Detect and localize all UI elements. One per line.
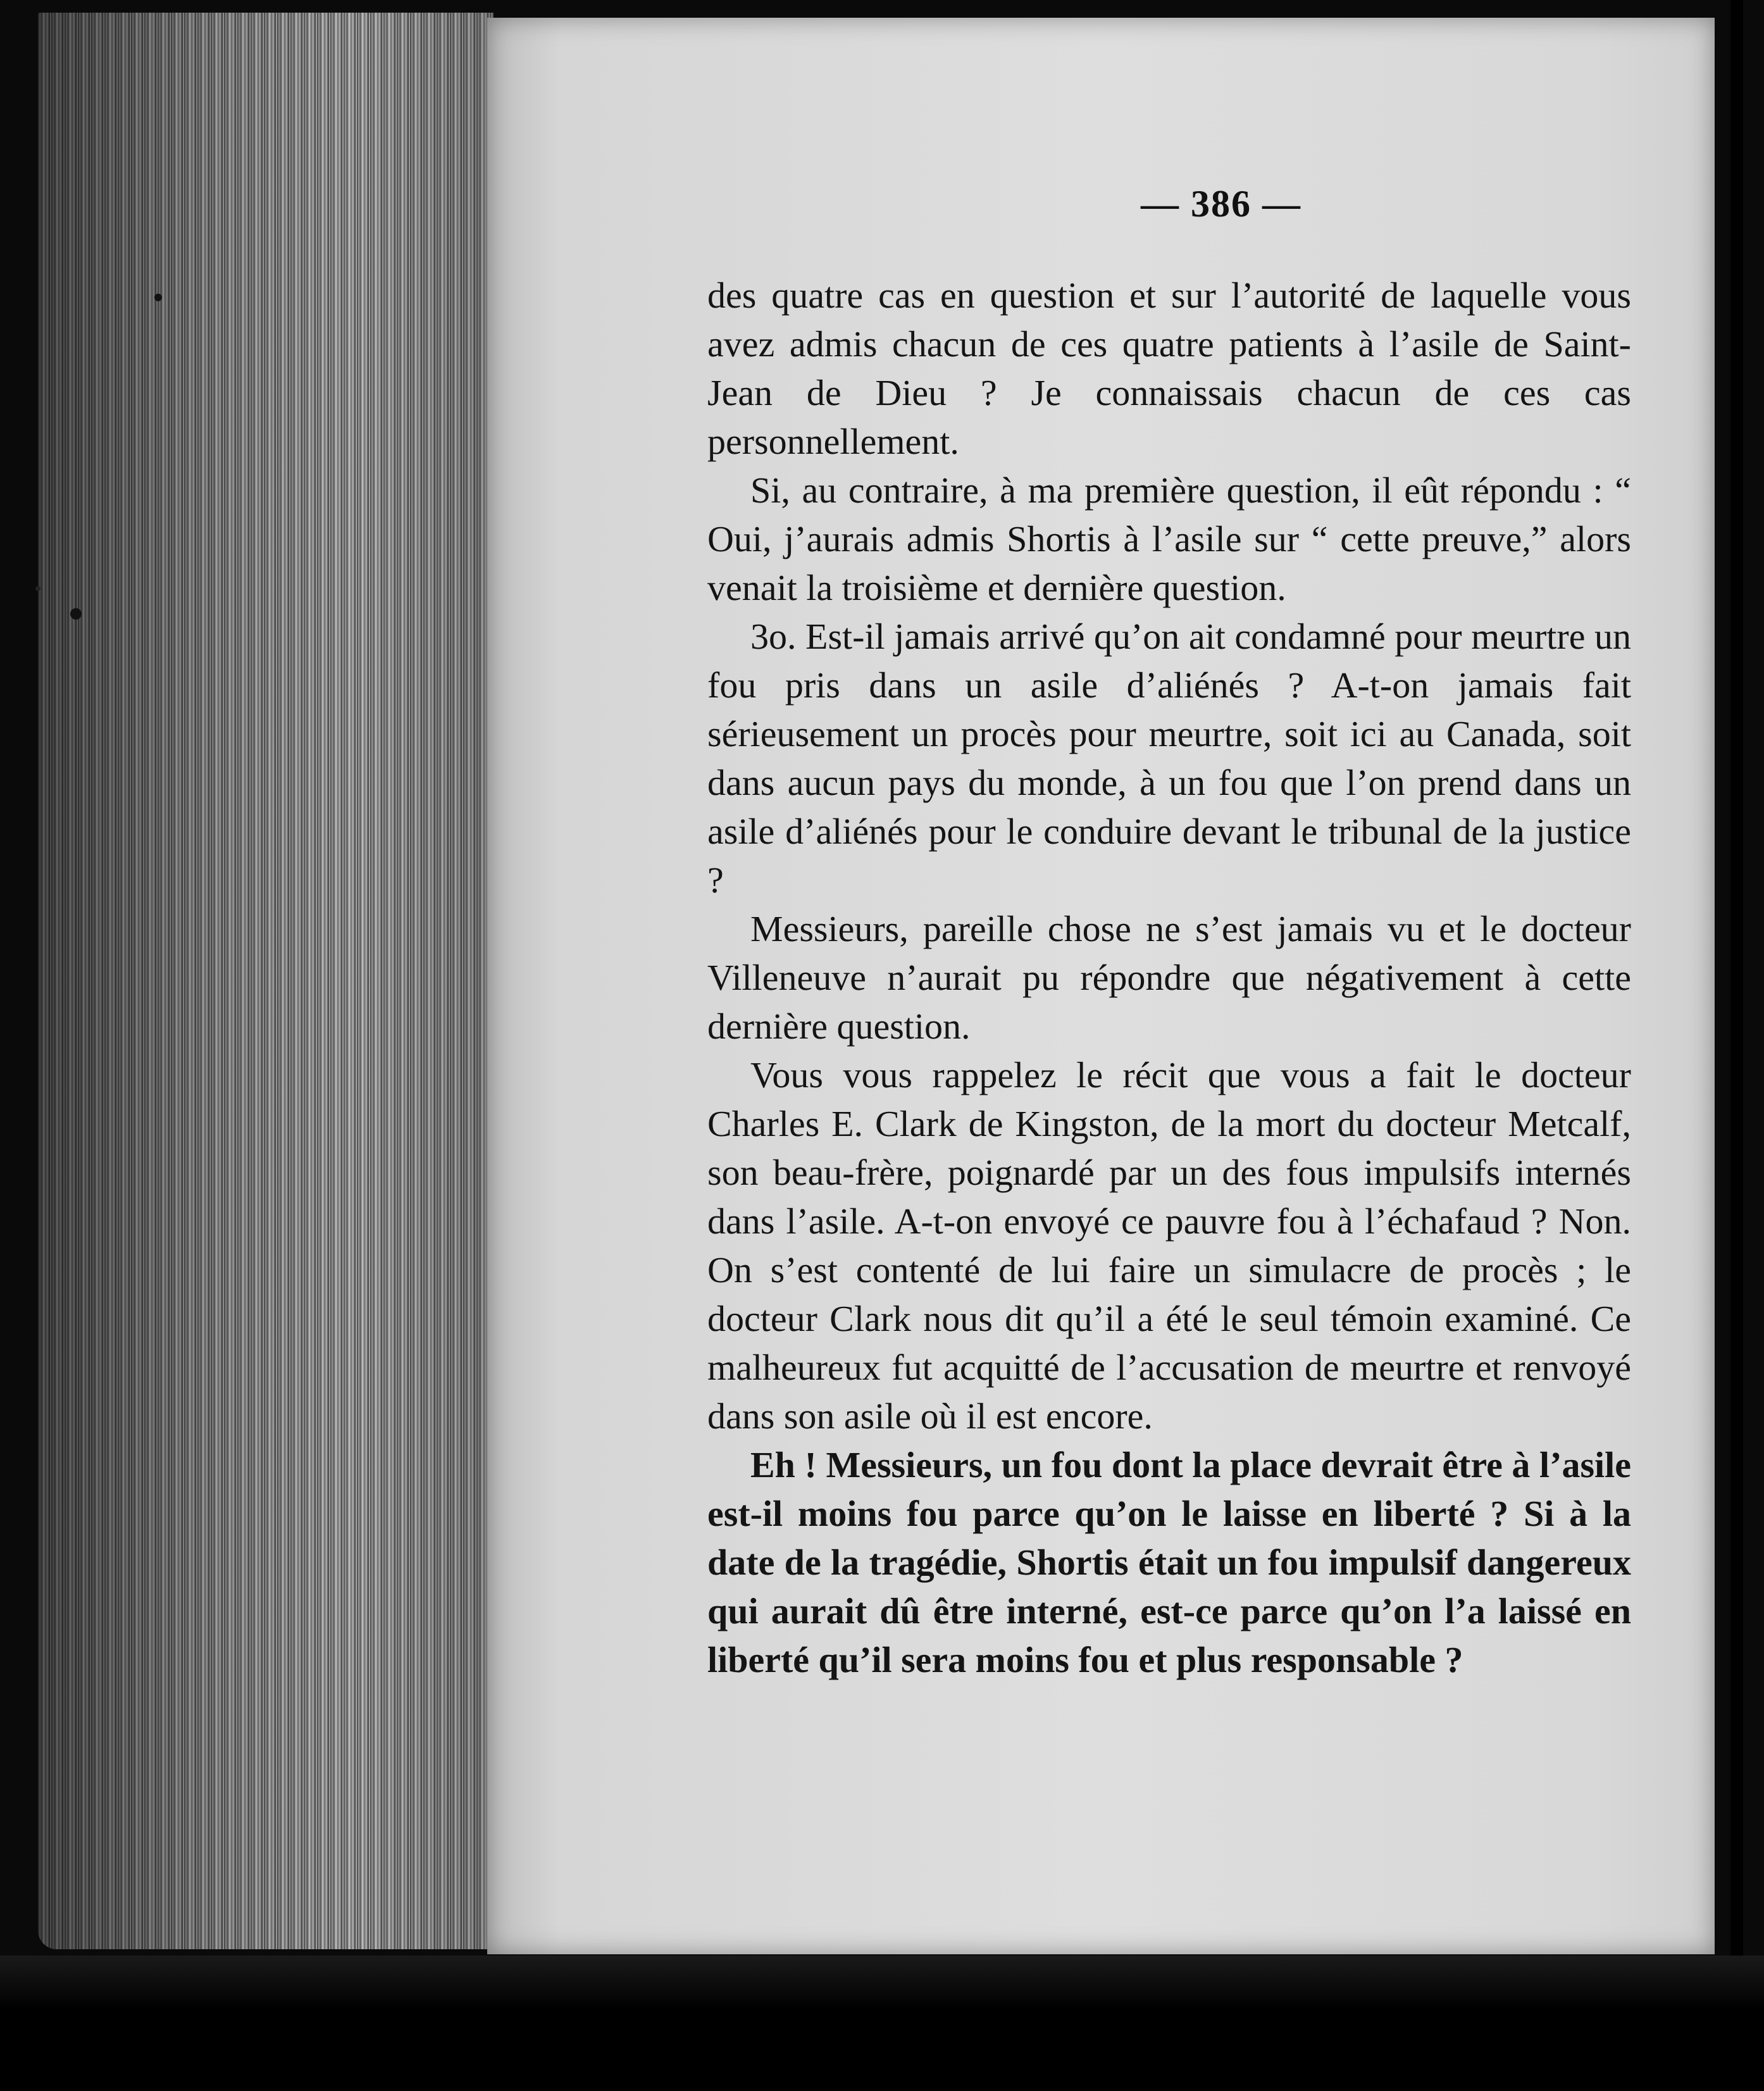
page-number: — 386 — — [1141, 183, 1301, 225]
paragraph-6: Eh ! Messieurs, un fou dont la place devrait être à l’asile est-il moins fou parce qu’on le laisse en liberté ? Si à la date de la tragédie, Shortis était un fou impulsif dangereux qui aurait dû être interné, est-ce parce qu’on l’a laissé en liberté qu’il sera moins fou et plus responsable ? — [707, 1444, 1631, 1680]
paragraph-5: Vous vous rappelez le récit que vous a fait le docteur Charles E. Clark de Kingston, de la mort du docteur Metcalf, son beau-frère, poignardé par un des fous impulsifs internés dans l’asile. A-t-on envoyé ce pauvre fou à l’échafaud ? Non. On s’est contenté de lui faire un simulacre de procès ; le docteur Clark nous dit qu’il a été le seul témoin examiné. Ce malheureux fut acquitté de l’accusation de meurtre et renvoyé dans son asile où il est encore. — [707, 1054, 1631, 1437]
scan-bottom-shadow — [0, 1956, 1764, 2091]
paragraph-1: des quatre cas en question et sur l’autorité de laquelle vous avez admis chacun de ces quatre patients à l’asile de Saint-Jean de Dieu ? Je connaissais chacun de ces cas personnellement. — [707, 275, 1631, 462]
scan-right-border — [1730, 0, 1743, 2091]
paragraph-3: 3o. Est-il jamais arrivé qu’on ait condamné pour meurtre un fou pris dans un asile d’aliénés ? A-t-on jamais fait sérieusement un procès pour meurtre, soit ici au Canada, soit dans aucun pays du monde, à un fou que l’on prend dans un asile d’aliénés pour le conduire devant le tribunal de la justice ? — [707, 616, 1631, 901]
paragraph-4: Messieurs, pareille chose ne s’est jamais vu et le docteur Villeneuve n’aurait pu répondre que négativement à cette dernière question. — [707, 908, 1631, 1047]
body-text — [707, 271, 1631, 1684]
printed-page — [487, 18, 1715, 1954]
page-edges-shadow — [38, 13, 494, 1949]
paragraph-2: Si, au contraire, à ma première question, il eût répondu : “ Oui, j’aurais admis Shortis à l’asile sur “ cette preuve,” alors venait la troisième et dernière question. — [707, 470, 1631, 608]
